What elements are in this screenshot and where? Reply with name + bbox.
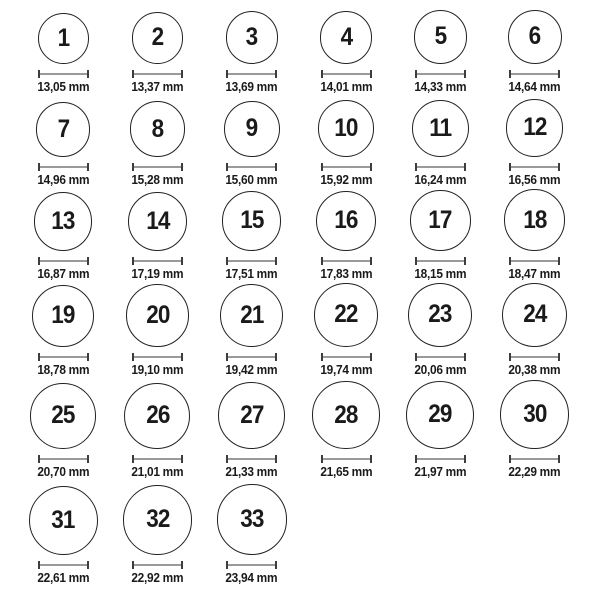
ring-size-number: 32 <box>145 505 170 534</box>
ring-circle <box>29 486 98 555</box>
ring-size-cell <box>16 189 110 283</box>
diameter-dimension-line <box>132 353 183 361</box>
ring-circle <box>224 101 280 157</box>
ring-size-cell <box>110 189 204 283</box>
diameter-dimension-line <box>321 353 372 361</box>
ring-size-cell <box>299 96 393 189</box>
diameter-label: 18,47 mm <box>508 266 561 281</box>
size-row <box>16 96 586 189</box>
ring-size-cell <box>205 0 299 96</box>
ring-size-cell <box>205 96 299 189</box>
ring-circle <box>34 192 92 250</box>
ring-circle <box>124 383 190 449</box>
diameter-dimension-line <box>226 163 277 171</box>
ring-circle <box>128 192 187 251</box>
diameter-label: 21,01 mm <box>131 464 184 479</box>
diameter-dimension-line <box>132 455 183 463</box>
ring-size-number: 3 <box>245 23 258 52</box>
diameter-label: 14,64 mm <box>508 79 561 94</box>
diameter-label: 22,29 mm <box>508 464 561 479</box>
ring-circle <box>132 12 184 64</box>
ring-size-number: 21 <box>240 300 264 329</box>
ring-size-number: 12 <box>523 113 547 142</box>
ring-size-number: 1 <box>57 23 69 52</box>
ring-circle <box>500 380 568 448</box>
diameter-label: 18,78 mm <box>37 362 90 377</box>
ring-size-number: 11 <box>429 113 452 142</box>
ring-size-cell <box>393 96 487 189</box>
ring-circle <box>220 284 283 347</box>
diameter-dimension-line <box>321 163 372 171</box>
ring-size-cell <box>487 189 581 283</box>
ring-circle <box>226 11 278 63</box>
ring-circle <box>217 484 287 554</box>
ring-size-cell <box>299 379 393 481</box>
diameter-dimension-line <box>415 257 466 265</box>
ring-size-cell <box>299 283 393 379</box>
ring-size-number: 7 <box>57 114 69 143</box>
ring-size-cell <box>110 379 204 481</box>
ring-size-number: 16 <box>334 206 358 235</box>
ring-size-number: 24 <box>523 300 547 329</box>
ring-size-cell <box>110 481 204 587</box>
ring-size-cell <box>205 481 299 587</box>
ring-size-number: 8 <box>151 114 164 143</box>
diameter-label: 17,51 mm <box>225 266 278 281</box>
ring-size-cell <box>16 379 110 481</box>
diameter-dimension-line <box>415 163 466 171</box>
diameter-label: 13,69 mm <box>225 79 278 94</box>
ring-size-cell <box>205 189 299 283</box>
ring-circle <box>320 11 373 64</box>
size-row <box>16 0 586 96</box>
ring-size-number: 25 <box>51 401 75 430</box>
diameter-label: 19,74 mm <box>320 362 372 377</box>
ring-size-number: 2 <box>151 23 164 52</box>
diameter-dimension-line <box>509 163 560 171</box>
ring-size-number: 17 <box>428 205 452 234</box>
ring-size-number: 33 <box>240 505 264 534</box>
diameter-dimension-line <box>38 353 89 361</box>
diameter-dimension-line <box>509 70 560 78</box>
diameter-label: 14,96 mm <box>37 172 90 187</box>
ring-size-number: 26 <box>145 401 170 430</box>
diameter-label: 15,92 mm <box>320 172 372 187</box>
ring-size-number: 13 <box>51 207 75 236</box>
diameter-label: 14,33 mm <box>414 79 467 94</box>
diameter-label: 19,42 mm <box>225 362 278 377</box>
diameter-label: 13,05 mm <box>37 79 90 94</box>
ring-size-cell <box>299 0 393 96</box>
diameter-label: 14,01 mm <box>320 79 372 94</box>
ring-circle <box>312 381 379 448</box>
diameter-dimension-line <box>415 353 466 361</box>
ring-circle <box>38 13 89 64</box>
diameter-dimension-line <box>132 561 183 569</box>
size-row <box>16 481 586 587</box>
ring-size-number: 20 <box>145 300 170 329</box>
ring-size-cell <box>393 283 487 379</box>
diameter-label: 20,06 mm <box>414 362 467 377</box>
ring-size-number: 19 <box>51 301 75 330</box>
ring-size-cell <box>487 283 581 379</box>
size-row <box>16 379 586 481</box>
ring-circle <box>406 381 474 449</box>
diameter-dimension-line <box>415 455 466 463</box>
ring-circle <box>123 485 193 555</box>
ring-size-number: 14 <box>145 206 170 235</box>
ring-size-cell <box>110 96 204 189</box>
diameter-dimension-line <box>38 455 89 463</box>
diameter-dimension-line <box>38 163 89 171</box>
ring-size-cell <box>110 283 204 379</box>
ring-circle <box>36 102 91 157</box>
diameter-label: 13,37 mm <box>131 79 184 94</box>
ring-size-cell <box>487 379 581 481</box>
diameter-dimension-line <box>226 257 277 265</box>
ring-circle <box>314 283 378 347</box>
ring-size-number: 18 <box>523 205 547 234</box>
ring-size-cell <box>299 189 393 283</box>
ring-size-number: 30 <box>523 399 547 428</box>
ring-circle <box>506 99 564 157</box>
diameter-label: 20,70 mm <box>37 464 90 479</box>
diameter-label: 16,56 mm <box>508 172 561 187</box>
diameter-label: 16,24 mm <box>414 172 467 187</box>
ring-size-cell <box>205 379 299 481</box>
diameter-dimension-line <box>509 353 560 361</box>
diameter-label: 21,97 mm <box>414 464 467 479</box>
diameter-label: 21,65 mm <box>320 464 372 479</box>
ring-circle <box>316 191 376 251</box>
ring-circle <box>508 10 562 64</box>
ring-size-number: 28 <box>334 400 358 429</box>
ring-size-number: 5 <box>434 22 447 51</box>
diameter-dimension-line <box>132 257 183 265</box>
diameter-dimension-line <box>38 257 89 265</box>
diameter-label: 21,33 mm <box>225 464 278 479</box>
ring-size-number: 9 <box>245 114 258 143</box>
diameter-dimension-line <box>321 455 372 463</box>
ring-size-cell <box>487 96 581 189</box>
ring-size-cell <box>110 0 204 96</box>
diameter-label: 22,92 mm <box>131 570 184 585</box>
diameter-label: 15,60 mm <box>225 172 278 187</box>
ring-size-number: 23 <box>428 300 452 329</box>
ring-circle <box>414 10 467 63</box>
ring-size-cell <box>16 481 110 587</box>
ring-size-cell <box>393 189 487 283</box>
ring-circle <box>408 283 472 347</box>
diameter-dimension-line <box>38 70 89 78</box>
ring-circle <box>130 101 185 156</box>
size-row <box>16 283 586 379</box>
ring-size-cell <box>393 379 487 481</box>
ring-size-number: 4 <box>340 22 352 51</box>
ring-circle <box>32 285 94 347</box>
diameter-dimension-line <box>226 455 277 463</box>
ring-circle <box>318 100 374 156</box>
ring-size-cell <box>487 0 581 96</box>
ring-circle <box>502 283 567 347</box>
size-row <box>16 189 586 283</box>
ring-size-cell <box>16 283 110 379</box>
ring-circle <box>410 190 471 251</box>
ring-size-number: 22 <box>334 300 358 329</box>
diameter-label: 17,83 mm <box>320 266 372 281</box>
ring-circle <box>412 100 469 157</box>
ring-circle <box>30 383 95 448</box>
diameter-dimension-line <box>38 561 89 569</box>
ring-size-number: 6 <box>528 22 541 51</box>
diameter-dimension-line <box>321 257 372 265</box>
ring-circle <box>218 382 285 449</box>
diameter-dimension-line <box>415 70 466 78</box>
diameter-label: 23,94 mm <box>225 570 278 585</box>
ring-size-cell <box>16 96 110 189</box>
ring-size-number: 27 <box>240 400 264 429</box>
diameter-dimension-line <box>132 163 183 171</box>
ring-circle <box>126 284 188 346</box>
diameter-dimension-line <box>226 70 277 78</box>
diameter-label: 16,87 mm <box>37 266 90 281</box>
ring-size-number: 10 <box>334 113 358 142</box>
diameter-label: 19,10 mm <box>131 362 184 377</box>
diameter-dimension-line <box>226 561 277 569</box>
diameter-dimension-line <box>509 455 560 463</box>
diameter-dimension-line <box>321 70 372 78</box>
ring-size-number: 29 <box>428 400 452 429</box>
diameter-dimension-line <box>226 353 277 361</box>
diameter-label: 18,15 mm <box>414 266 467 281</box>
ring-circle <box>504 189 565 250</box>
ring-circle <box>222 191 281 250</box>
ring-size-number: 15 <box>240 206 264 235</box>
diameter-dimension-line <box>509 257 560 265</box>
diameter-label: 22,61 mm <box>37 570 90 585</box>
ring-size-cell <box>205 283 299 379</box>
ring-size-cell <box>16 0 110 96</box>
diameter-label: 20,38 mm <box>508 362 561 377</box>
diameter-label: 15,28 mm <box>131 172 184 187</box>
ring-size-cell <box>393 0 487 96</box>
diameter-dimension-line <box>132 70 183 78</box>
diameter-label: 17,19 mm <box>131 266 184 281</box>
ring-size-number: 31 <box>51 505 75 534</box>
